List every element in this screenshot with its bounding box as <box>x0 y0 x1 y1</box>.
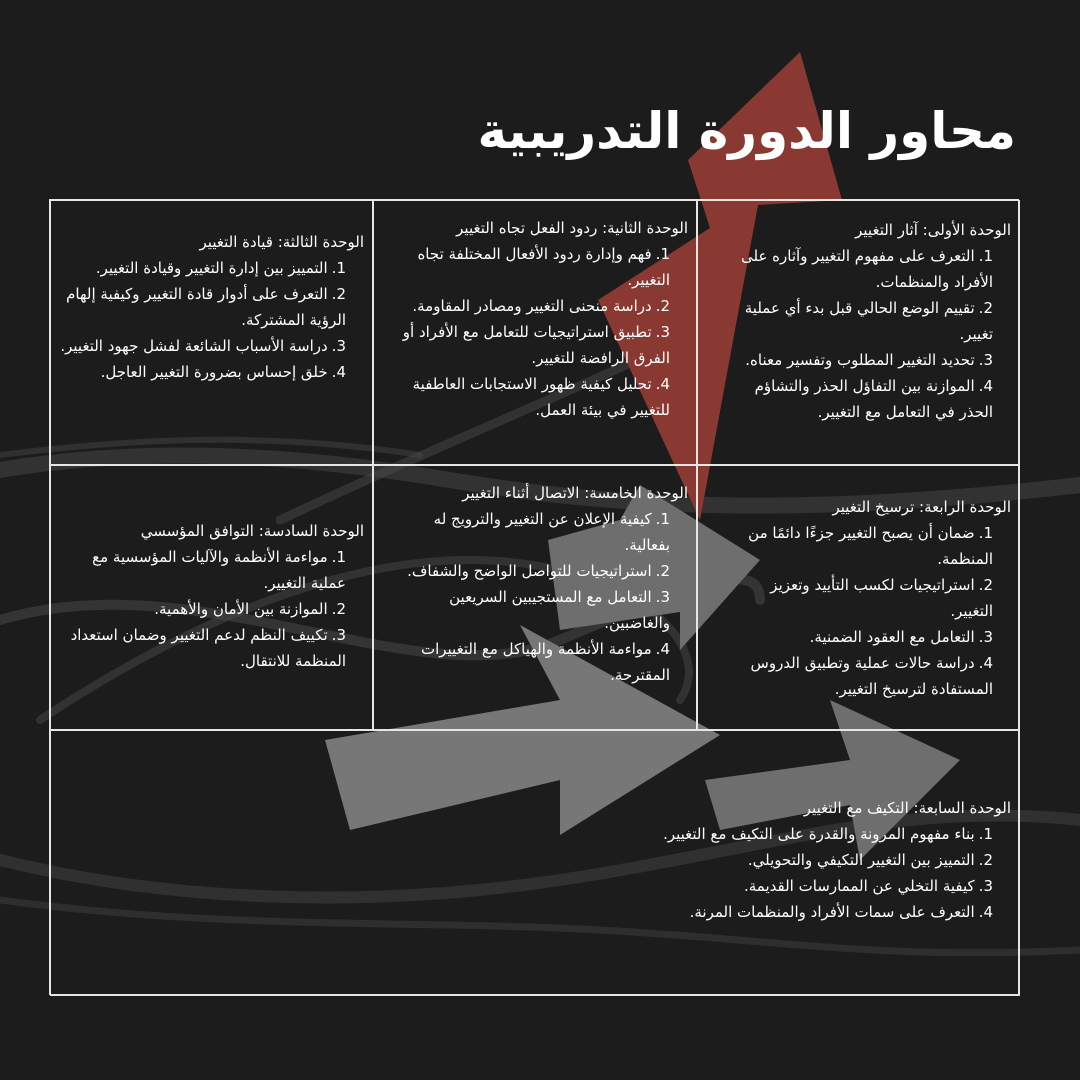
item-number: 1. <box>331 259 346 277</box>
list-item <box>728 572 993 624</box>
unit-4-cell <box>697 465 1020 730</box>
unit-heading: الوحدة الخامسة: الاتصال أثناء التغيير <box>462 484 688 502</box>
list-item <box>728 295 993 347</box>
unit-heading: الوحدة الرابعة: ترسيخ التغيير <box>832 498 1011 516</box>
item-text: خلق إحساس بضرورة التغيير العاجل. <box>100 363 328 381</box>
course-units-grid <box>49 199 1019 995</box>
item-number: 1. <box>978 247 993 265</box>
item-number: 1. <box>655 245 670 263</box>
list-item <box>728 650 993 702</box>
unit-items-list <box>728 243 1011 425</box>
unit-3-cell <box>50 200 373 465</box>
list-item <box>728 243 993 295</box>
unit-items-list <box>57 255 364 385</box>
list-item <box>57 359 346 385</box>
list-item <box>71 847 993 873</box>
item-text: ضمان أن يصبح التغيير جزءًا دائمًا من المنظمة. <box>748 524 993 568</box>
unit-heading: الوحدة السادسة: التوافق المؤسسي <box>140 522 364 540</box>
unit-6-cell <box>50 465 373 730</box>
item-text: التعامل مع المستجيبين السريعين والغاضبين. <box>449 588 670 632</box>
unit-heading: الوحدة الأولى: آثار التغيير <box>855 221 1011 239</box>
item-number: 4. <box>978 654 993 672</box>
item-text: فهم وإدارة ردود الأفعال المختلفة تجاه التغيير. <box>417 245 670 289</box>
list-item <box>394 241 670 293</box>
list-item <box>57 596 346 622</box>
item-number: 3. <box>331 626 346 644</box>
item-text: تحليل كيفية ظهور الاستجابات العاطفية للتغيير في بيئة العمل. <box>412 375 670 419</box>
list-item <box>57 333 346 359</box>
item-text: دراسة منحنى التغيير ومصادر المقاومة. <box>412 297 652 315</box>
page-title: محاور الدورة التدريبية <box>477 102 1016 160</box>
item-text: مواءمة الأنظمة والهياكل مع التغييرات المقترحة. <box>420 640 670 684</box>
list-item <box>394 371 670 423</box>
item-text: التعرف على أدوار قادة التغيير وكيفية إلهام الرؤية المشتركة. <box>66 285 346 329</box>
item-text: التعرف على سمات الأفراد والمنظمات المرنة. <box>689 903 975 921</box>
list-item <box>394 319 670 371</box>
list-item <box>57 255 346 281</box>
item-text: تحديد التغيير المطلوب وتفسير معناه. <box>745 351 975 369</box>
list-item <box>394 584 670 636</box>
item-number: 1. <box>978 524 993 542</box>
item-number: 4. <box>978 903 993 921</box>
item-number: 2. <box>655 562 670 580</box>
item-number: 2. <box>978 576 993 594</box>
item-text: التعرف على مفهوم التغيير وآثاره على الأفراد والمنظمات. <box>741 247 993 291</box>
list-item <box>71 873 993 899</box>
item-number: 1. <box>655 510 670 528</box>
item-number: 3. <box>331 337 346 355</box>
item-text: استراتيجيات للتواصل الواضح والشفاف. <box>407 562 652 580</box>
list-item <box>728 624 993 650</box>
item-text: التمييز بين التغيير التكيفي والتحويلي. <box>747 851 975 869</box>
item-text: دراسة حالات عملية وتطبيق الدروس المستفادة لترسيخ التغيير. <box>750 654 993 698</box>
item-text: الموازنة بين التفاؤل الحذر والتشاؤم الحذر في التعامل مع التغيير. <box>754 377 993 421</box>
item-text: كيفية الإعلان عن التغيير والترويج له بفعالية. <box>433 510 670 554</box>
item-number: 1. <box>331 548 346 566</box>
list-item <box>394 636 670 688</box>
list-item <box>394 558 670 584</box>
list-item <box>71 821 993 847</box>
item-number: 4. <box>655 640 670 658</box>
item-number: 1. <box>978 825 993 843</box>
item-number: 2. <box>978 851 993 869</box>
item-text: تقييم الوضع الحالي قبل بدء أي عملية تغيير. <box>744 299 993 343</box>
list-item <box>728 347 993 373</box>
item-number: 3. <box>978 877 993 895</box>
list-item <box>57 622 346 674</box>
list-item <box>57 281 346 333</box>
unit-heading: الوحدة السابعة: التكيف مع التغيير <box>803 799 1011 817</box>
unit-heading: الوحدة الثالثة: قيادة التغيير <box>199 233 364 251</box>
list-item <box>394 506 670 558</box>
item-text: تكييف النظم لدعم التغيير وضمان استعداد المنظمة للانتقال. <box>70 626 346 670</box>
unit-1-cell <box>697 200 1020 465</box>
item-number: 4. <box>978 377 993 395</box>
item-text: التعامل مع العقود الضمنية. <box>809 628 975 646</box>
item-text: مواءمة الأنظمة والآليات المؤسسية مع عملية التغيير. <box>92 548 346 592</box>
unit-items-list <box>394 506 688 688</box>
item-number: 4. <box>655 375 670 393</box>
unit-items-list <box>71 821 1011 925</box>
item-text: كيفية التخلي عن الممارسات القديمة. <box>743 877 975 895</box>
unit-2-cell <box>373 200 697 465</box>
item-text: تطبيق استراتيجيات للتعامل مع الأفراد أو الفرق الرافضة للتغيير. <box>402 323 670 367</box>
item-number: 2. <box>655 297 670 315</box>
item-text: الموازنة بين الأمان والأهمية. <box>154 600 328 618</box>
list-item <box>57 544 346 596</box>
item-number: 2. <box>978 299 993 317</box>
unit-5-cell <box>373 465 697 730</box>
unit-items-list <box>57 544 364 674</box>
list-item <box>394 293 670 319</box>
unit-7-cell <box>50 730 1020 996</box>
unit-items-list <box>394 241 688 423</box>
item-number: 3. <box>655 588 670 606</box>
list-item <box>71 899 993 925</box>
unit-heading: الوحدة الثانية: ردود الفعل تجاه التغيير <box>456 219 688 237</box>
unit-items-list <box>728 520 1011 702</box>
item-text: استراتيجيات لكسب التأييد وتعزيز التغيير. <box>770 576 993 620</box>
item-text: التمييز بين إدارة التغيير وقيادة التغيير. <box>95 259 328 277</box>
list-item <box>728 520 993 572</box>
item-number: 3. <box>978 351 993 369</box>
item-number: 3. <box>655 323 670 341</box>
list-item <box>728 373 993 425</box>
item-text: دراسة الأسباب الشائعة لفشل جهود التغيير. <box>60 337 328 355</box>
item-number: 2. <box>331 600 346 618</box>
item-text: بناء مفهوم المرونة والقدرة على التكيف مع التغيير. <box>663 825 975 843</box>
item-number: 4. <box>331 363 346 381</box>
item-number: 3. <box>978 628 993 646</box>
item-number: 2. <box>331 285 346 303</box>
